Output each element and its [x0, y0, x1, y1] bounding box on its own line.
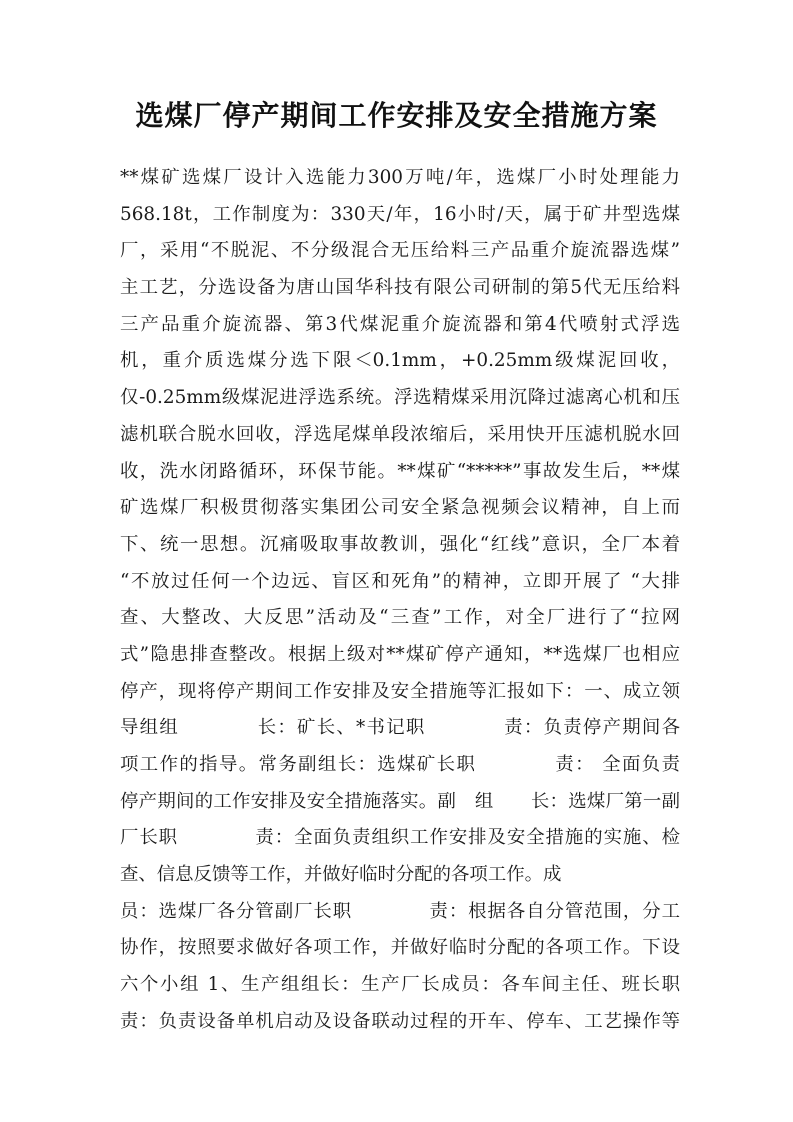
body-line: 六个小组 1、生产组组长：生产厂长成员：各车间主任、班长职 [120, 974, 680, 996]
body-line: 项工作的指导。常务副组长：选煤矿长职 责： 全面负责 [120, 754, 680, 775]
body-line: 主工艺，分选设备为唐山国华科技有限公司研制的第5代无压给料 [120, 277, 680, 299]
body-line: 员：选煤厂各分管副厂长职 责：根据各自分管范围，分工 [120, 900, 680, 922]
body-line: 机，重介质选煤分选下限＜0.1mm，+0.25mm级煤泥回收， [120, 350, 680, 372]
body-line: **煤矿选煤厂设计入选能力300万吨/年，选煤厂小时处理能力 [120, 167, 680, 188]
body-line: 滤机联合脱水回收，浮选尾煤单段浓缩后，采用快开压滤机脱水回 [120, 423, 680, 445]
body-line: 矿选煤厂积极贯彻落实集团公司安全紧急视频会议精神，自上而 [120, 497, 680, 519]
body-line: 导组组 长：矿长、*书记职 责：负责停产期间各 [120, 717, 680, 739]
body-line: 厂，采用“不脱泥、不分级混合无压给料三产品重介旋流器选煤” [120, 240, 680, 262]
body-line: 协作，按照要求做好各项工作，并做好临时分配的各项工作。下设 [120, 937, 680, 959]
body-line: 厂长职 责：全面负责组织工作安排及安全措施的实施、检 [120, 827, 680, 849]
body-line: 收，洗水闭路循环，环保节能。**煤矿“*****”事故发生后，**煤 [120, 460, 680, 482]
body-line: 查、大整改、大反思”活动及“三查”工作，对全厂进行了“拉网 [120, 607, 680, 629]
body-line: 式”隐患排查整改。根据上级对**煤矿停产通知，**选煤厂也相应 [120, 643, 680, 665]
body-line: 停产，现将停产期间工作安排及安全措施等汇报如下：一、成立领 [120, 680, 680, 702]
document-title: 选煤厂停产期间工作安排及安全措施方案 [135, 99, 658, 132]
body-line: 三产品重介旋流器、第3代煤泥重介旋流器和第4代喷射式浮选 [120, 313, 680, 335]
body-line: 停产期间的工作安排及安全措施落实。副 组 长：选煤厂第一副 [120, 790, 680, 812]
body-line: 568.18t，工作制度为：330天/年，16小时/天，属于矿井型选煤 [120, 203, 680, 225]
body-line: 仅-0.25mm级煤泥进浮选系统。浮选精煤采用沉降过滤离心机和压 [120, 387, 680, 409]
body-line: 责：负责设备单机启动及设备联动过程的开车、停车、工艺操作等 [120, 1010, 680, 1032]
body-line: 下、统一思想。沉痛吸取事故教训，强化“红线”意识，全厂本着 [120, 533, 680, 555]
document-body [120, 160, 680, 1041]
body-line: 查、信息反馈等工作，并做好临时分配的各项工作。成 [120, 864, 562, 886]
body-line: “不放过任何一个边远、盲区和死角”的精神，立即开展了 “大排 [120, 570, 680, 592]
